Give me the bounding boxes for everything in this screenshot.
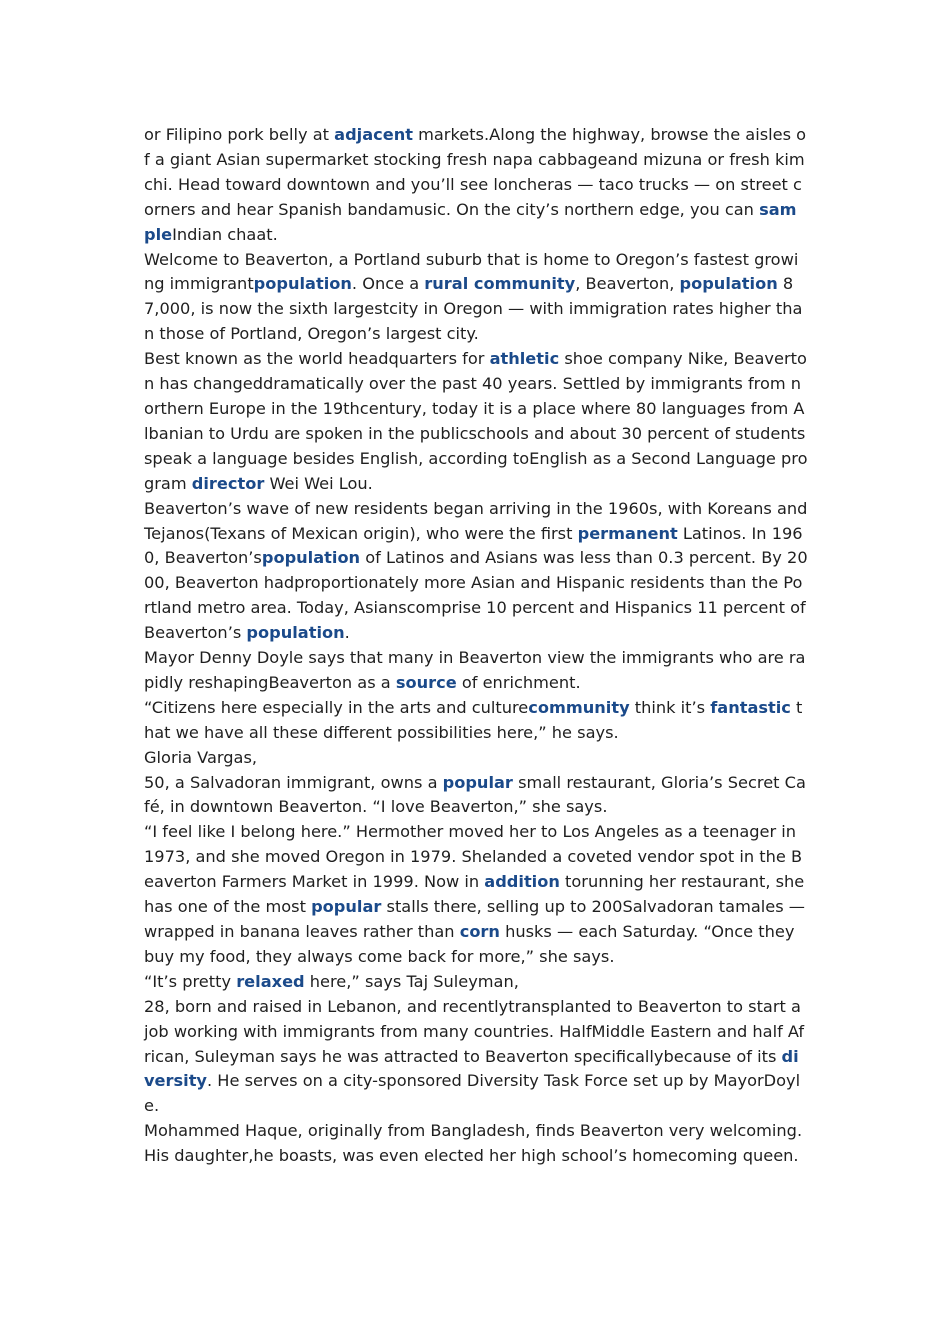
paragraph — [144, 995, 808, 1120]
paragraph-text: Mohammed Haque, originally from Bangladesh, finds Beaverton very welcoming. His daughter,he boasts, was even elected her high school’s homecoming queen. — [144, 1121, 803, 1166]
paragraph — [144, 696, 808, 746]
paragraph-text: , Beaverton, — [575, 274, 680, 294]
paragraph-text: “It’s pretty — [144, 971, 237, 991]
paragraph-text: of enrichment. — [456, 672, 581, 692]
paragraph-text: shoe company Nike, Beaverton has changeddramatically over the past 40 years. Settled by immigrants from northern Europe in the 19thcentury, today it is a place where 80 languages from Albanian to Urdu are spoken in the publicschools and about 30 percent of students speak a language besides English, according toEnglish as a Second Language program — [144, 349, 808, 493]
paragraph-text: think it’s — [629, 697, 711, 717]
vocabulary-keyword: fantastic — [710, 697, 791, 717]
paragraph — [144, 820, 808, 969]
paragraph-text: that we have all these different possibilities here,” he says. — [144, 697, 803, 742]
vocabulary-keyword: community — [528, 697, 630, 717]
vocabulary-keyword: permanent — [577, 523, 678, 543]
paragraph-text: Mayor Denny Doyle says that many in Beaverton view the immigrants who are rapidly reshapingBeaverton as a — [144, 648, 806, 692]
paragraph-text: 87,000, is now the sixth largestcity in Oregon — with immigration rates higher than those of Portland, Oregon’s largest city. — [144, 274, 803, 344]
vocabulary-keyword: relaxed — [236, 971, 305, 991]
paragraph-text: markets.Along the highway, browse the aisles of a giant Asian supermarket stocking fresh napa cabbageand mizuna or fresh kimchi. Head toward downtown and you’ll see loncheras — taco trucks — on street corners and hear Spanish bandamusic. On the city’s northern edge, you can — [144, 125, 807, 219]
vocabulary-keyword: population — [253, 274, 352, 294]
vocabulary-keyword: adjacent — [334, 125, 413, 144]
vocabulary-keyword: athletic — [489, 349, 560, 369]
paragraph-text: Latinos. In 1960, Beaverton’s — [144, 523, 803, 568]
paragraph-text: Gloria Vargas, — [144, 747, 258, 767]
vocabulary-keyword: corn — [459, 922, 500, 941]
vocabulary-keyword: sample — [144, 199, 797, 244]
paragraph — [144, 970, 808, 995]
paragraph-text: Indian chaat. — [172, 224, 278, 244]
paragraph-text: “Citizens here especially in the arts and culture — [144, 697, 529, 717]
paragraph-text: . — [344, 623, 350, 643]
paragraph-text: Wei Wei Lou. — [264, 473, 373, 493]
paragraph-text: small restaurant, Gloria’s Secret Café, in downtown Beaverton. “I love Beaverton,” she says. — [144, 772, 806, 817]
vocabulary-keyword: source — [395, 672, 457, 692]
paragraph — [144, 123, 808, 248]
paragraph — [144, 497, 808, 646]
paragraph — [144, 248, 808, 348]
paragraph — [144, 771, 808, 821]
vocabulary-keyword: rural community — [424, 274, 576, 294]
paragraph-text: husks — each Saturday. “Once they buy my food, they always come back for more,” she says. — [144, 922, 795, 966]
paragraph-text: here,” says Taj Suleyman, — [304, 971, 519, 991]
vocabulary-keyword: addition — [484, 872, 560, 892]
vocabulary-keyword: population — [679, 274, 778, 294]
vocabulary-keyword: popular — [311, 897, 382, 917]
paragraph-text: Best known as the world headquarters for — [144, 349, 490, 369]
paragraph-text: Welcome to Beaverton, a Portland suburb that is home to Oregon’s fastest growing immigrant — [144, 249, 799, 294]
paragraph-text: 28, born and raised in Lebanon, and recentlytransplanted to Beaverton to start a job working with immigrants from many countries. HalfMiddle Eastern and half African, Suleyman says he was attracted to Beaverton specificallybecause of its — [144, 996, 805, 1066]
vocabulary-keyword: diversity — [144, 1046, 799, 1091]
paragraph-text: stalls there, selling up to 200Salvadoran tamales — wrapped in banana leaves rather than — [144, 897, 805, 941]
paragraph — [144, 746, 808, 771]
vocabulary-keyword: population — [246, 623, 345, 643]
paragraph-text: Beaverton’s wave of new residents began arriving in the 1960s, with Koreans and Tejanos(Texans of Mexican origin), who were the first — [144, 498, 808, 543]
paragraph-text: of Latinos and Asians was less than 0.3 percent. By 2000, Beaverton hadproportionately more Asian and Hispanic residents than the Portland metro area. Today, Asianscomprise 10 percent and Hispanics 11 percent of Beaverton’s — [144, 548, 808, 643]
paragraph-text: . He serves on a city-sponsored Diversity Task Force set up by MayorDoyle. — [144, 1071, 801, 1116]
paragraph — [144, 1119, 808, 1169]
paragraph — [144, 646, 808, 696]
vocabulary-keyword: population — [261, 548, 361, 568]
vocabulary-keyword: popular — [442, 772, 513, 792]
paragraph-text: torunning her restaurant, she has one of the most — [144, 872, 805, 917]
paragraph-text: “I feel like I belong here.” Hermother moved her to Los Angeles as a teenager in 1973, and she moved Oregon in 1979. Shelanded a coveted vendor spot in the Beaverton Farmers Market in 1999. Now in — [144, 822, 803, 892]
paragraph — [144, 347, 808, 496]
paragraph-text: . Once a — [351, 274, 425, 294]
vocabulary-keyword: director — [191, 473, 265, 493]
paragraph-text: or Filipino pork belly at — [144, 125, 335, 144]
paragraph-text: 50, a Salvadoran immigrant, owns a — [144, 772, 443, 792]
document-page — [144, 123, 808, 1169]
